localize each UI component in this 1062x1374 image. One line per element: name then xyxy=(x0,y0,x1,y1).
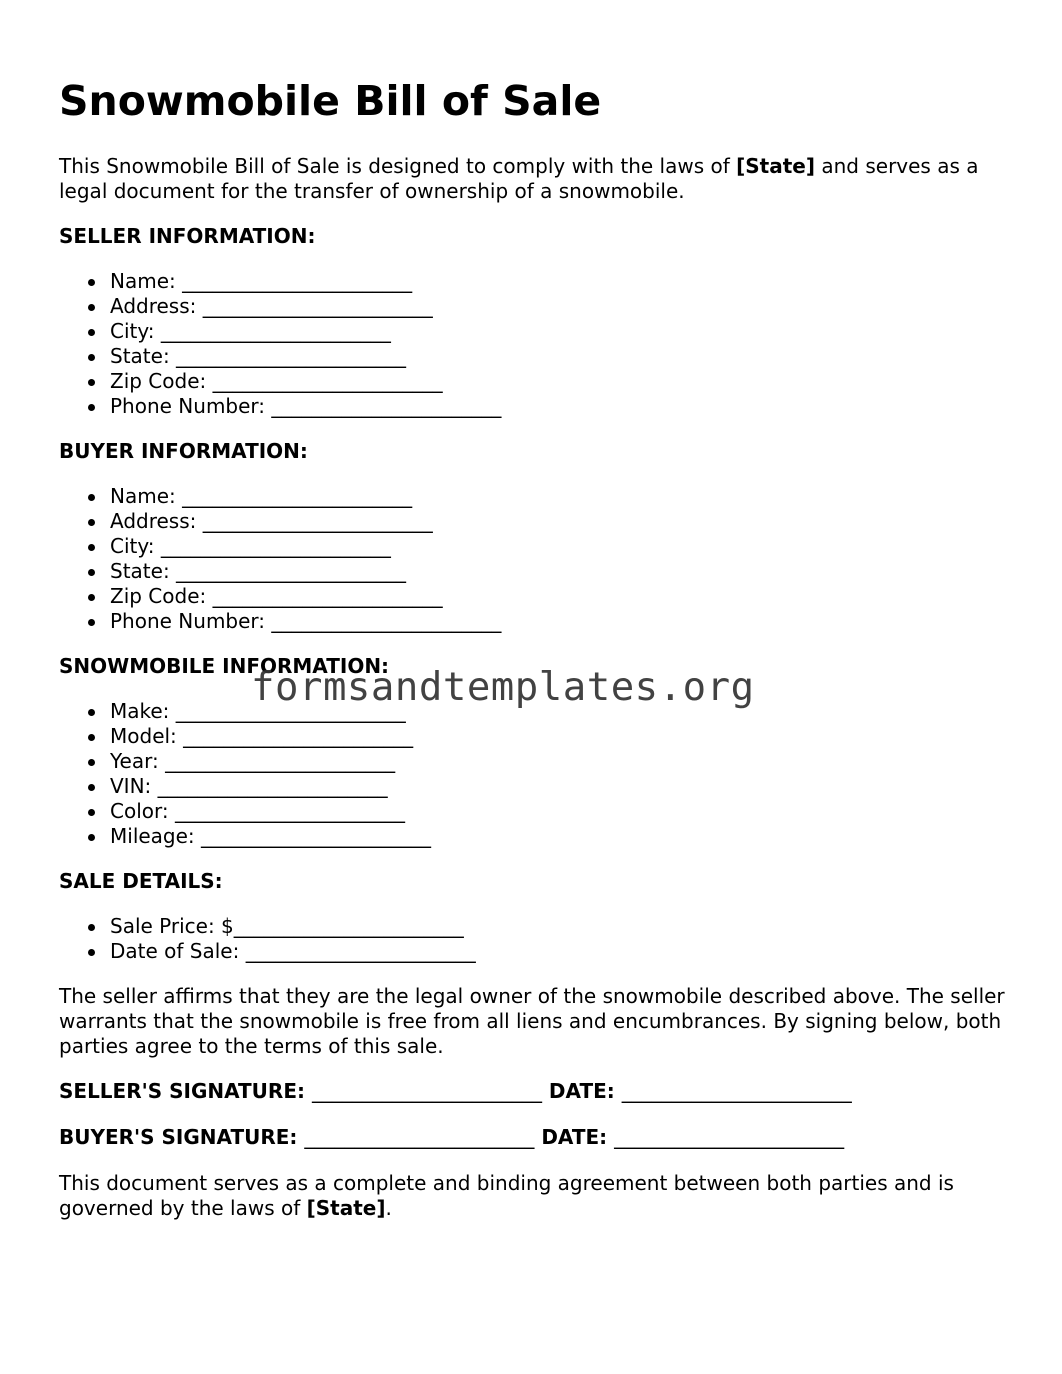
sale-heading: SALE DETAILS: xyxy=(59,869,223,893)
seller-address-field: Address: _______________________ xyxy=(110,294,1009,319)
seller-fields xyxy=(59,269,1009,419)
buyer-zip-field: Zip Code: _______________________ xyxy=(110,584,1009,609)
document-title: Snowmobile Bill of Sale xyxy=(59,77,602,125)
buyer-phone-field: Phone Number: _______________________ xyxy=(110,609,1009,634)
buyer-signature-label: BUYER'S SIGNATURE: xyxy=(59,1125,298,1149)
seller-name-field: Name: _______________________ xyxy=(110,269,1009,294)
buyer-heading: BUYER INFORMATION: xyxy=(59,439,308,463)
affirmation-paragraph: The seller affirms that they are the legal owner of the snowmobile described above. The seller warrants that the snowmobile is free from all liens and encumbrances. By signing below, both parties agree to the terms of this sale. xyxy=(59,984,1005,1058)
sale-fields xyxy=(59,914,1009,964)
seller-phone-field: Phone Number: _______________________ xyxy=(110,394,1009,419)
seller-city-field: City: _______________________ xyxy=(110,319,1009,344)
seller-signature-blank: _______________________ xyxy=(311,1079,542,1103)
snowmobile-year-field: Year: _______________________ xyxy=(110,749,1009,774)
snowmobile-heading: SNOWMOBILE INFORMATION: xyxy=(59,654,390,678)
document-page xyxy=(59,76,1009,1241)
snowmobile-make-field: Make: _______________________ xyxy=(110,699,1009,724)
buyer-signature-line xyxy=(59,1125,1009,1150)
intro-text-end: and serves as a legal document for the transfer of ownership of a snowmobile. xyxy=(59,154,979,203)
seller-state-field: State: _______________________ xyxy=(110,344,1009,369)
closing-paragraph xyxy=(59,1171,1009,1221)
closing-text-start: This document serves as a complete and binding agreement between both parties and is governed by the laws of xyxy=(59,1171,954,1220)
buyer-address-field: Address: _______________________ xyxy=(110,509,1009,534)
buyer-signature-blank: _______________________ xyxy=(304,1125,535,1149)
closing-text-end: . xyxy=(385,1196,392,1220)
snowmobile-vin-field: VIN: _______________________ xyxy=(110,774,1009,799)
seller-signature-line xyxy=(59,1079,1009,1104)
seller-signature-label: SELLER'S SIGNATURE: xyxy=(59,1079,305,1103)
site-watermark: formsandtemplates.org xyxy=(251,665,755,710)
buyer-date-blank: _______________________ xyxy=(614,1125,845,1149)
seller-date-blank: _______________________ xyxy=(621,1079,852,1103)
snowmobile-fields xyxy=(59,699,1009,849)
intro-paragraph xyxy=(59,154,1009,204)
snowmobile-mileage-field: Mileage: _______________________ xyxy=(110,824,1009,849)
seller-date-label: DATE: xyxy=(548,1079,615,1103)
sale-date-field: Date of Sale: _______________________ xyxy=(110,939,1009,964)
intro-state-placeholder: [State] xyxy=(736,154,815,178)
snowmobile-model-field: Model: _______________________ xyxy=(110,724,1009,749)
buyer-fields xyxy=(59,484,1009,634)
seller-heading: SELLER INFORMATION: xyxy=(59,224,316,248)
buyer-city-field: City: _______________________ xyxy=(110,534,1009,559)
sale-price-field: Sale Price: $_______________________ xyxy=(110,914,1009,939)
closing-state-placeholder: [State] xyxy=(306,1196,386,1220)
buyer-state-field: State: _______________________ xyxy=(110,559,1009,584)
buyer-date-label: DATE: xyxy=(541,1125,608,1149)
intro-text-start: This Snowmobile Bill of Sale is designed to comply with the laws of xyxy=(59,154,737,178)
snowmobile-color-field: Color: _______________________ xyxy=(110,799,1009,824)
buyer-name-field: Name: _______________________ xyxy=(110,484,1009,509)
seller-zip-field: Zip Code: _______________________ xyxy=(110,369,1009,394)
